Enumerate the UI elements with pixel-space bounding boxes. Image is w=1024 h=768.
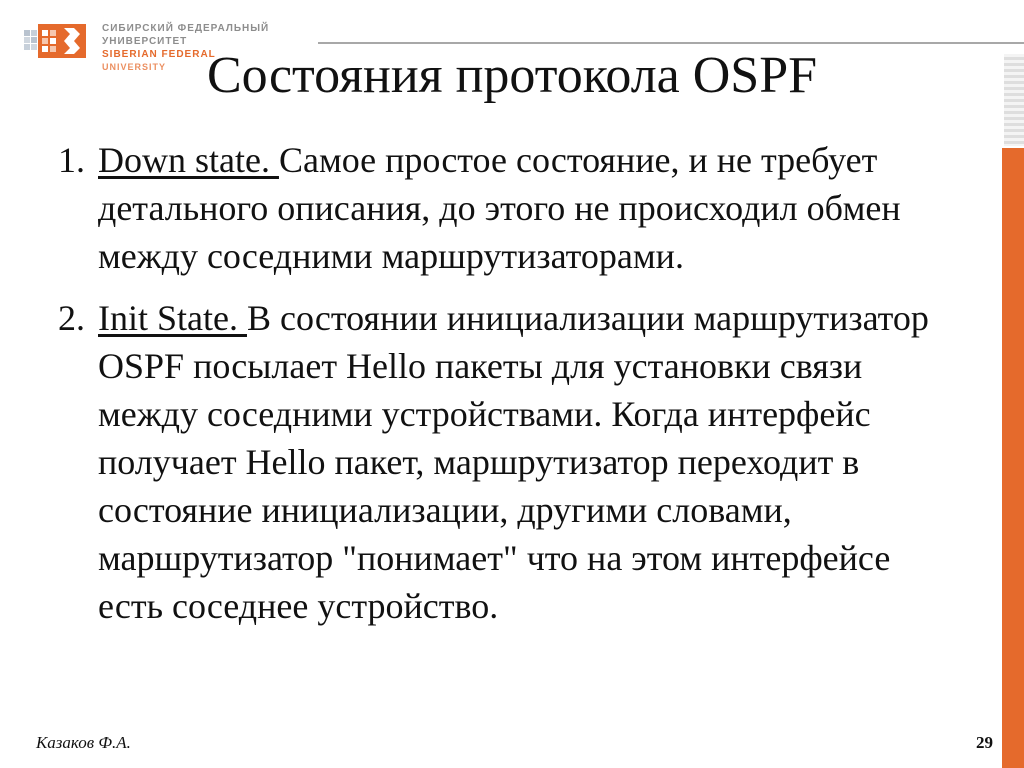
accent-side-bar <box>1002 148 1024 768</box>
logo-line-1: СИБИРСКИЙ ФЕДЕРАЛЬНЫЙ УНИВЕРСИТЕТ <box>102 23 270 47</box>
slide-title: Состояния протокола OSPF <box>206 47 818 104</box>
list-item-number: 1. <box>58 140 85 180</box>
slide-body <box>58 136 958 644</box>
list-item-text: Самое простое состояние, и не требует детального описания, до этого не происходил обмен между соседними маршрутизаторами. <box>98 140 901 276</box>
list-item-text: В состоянии инициализации маршрутизатор OSPF посылает Hello пакеты для установки связи между соседними устройствами. Когда интерфейс получает Hello пакет, маршрутизатор переходит в состояние инициализации, другими словами, маршрутизатор "понимает" что на этом интерфейсе есть соседнее устройство. <box>98 298 929 626</box>
list-item-term: Init State. <box>98 298 247 338</box>
footer-author: Казаков Ф.А. <box>36 733 131 752</box>
logo-line-2: SIBERIAN FEDERAL <box>102 49 216 60</box>
header-divider <box>318 42 1024 44</box>
list-item-number: 2. <box>58 298 85 338</box>
logo-line-3: UNIVERSITY <box>102 62 167 72</box>
list-item <box>58 136 958 280</box>
page-number: 29 <box>976 733 993 752</box>
list-item-term: Down state. <box>98 140 279 180</box>
list-item <box>58 294 958 630</box>
